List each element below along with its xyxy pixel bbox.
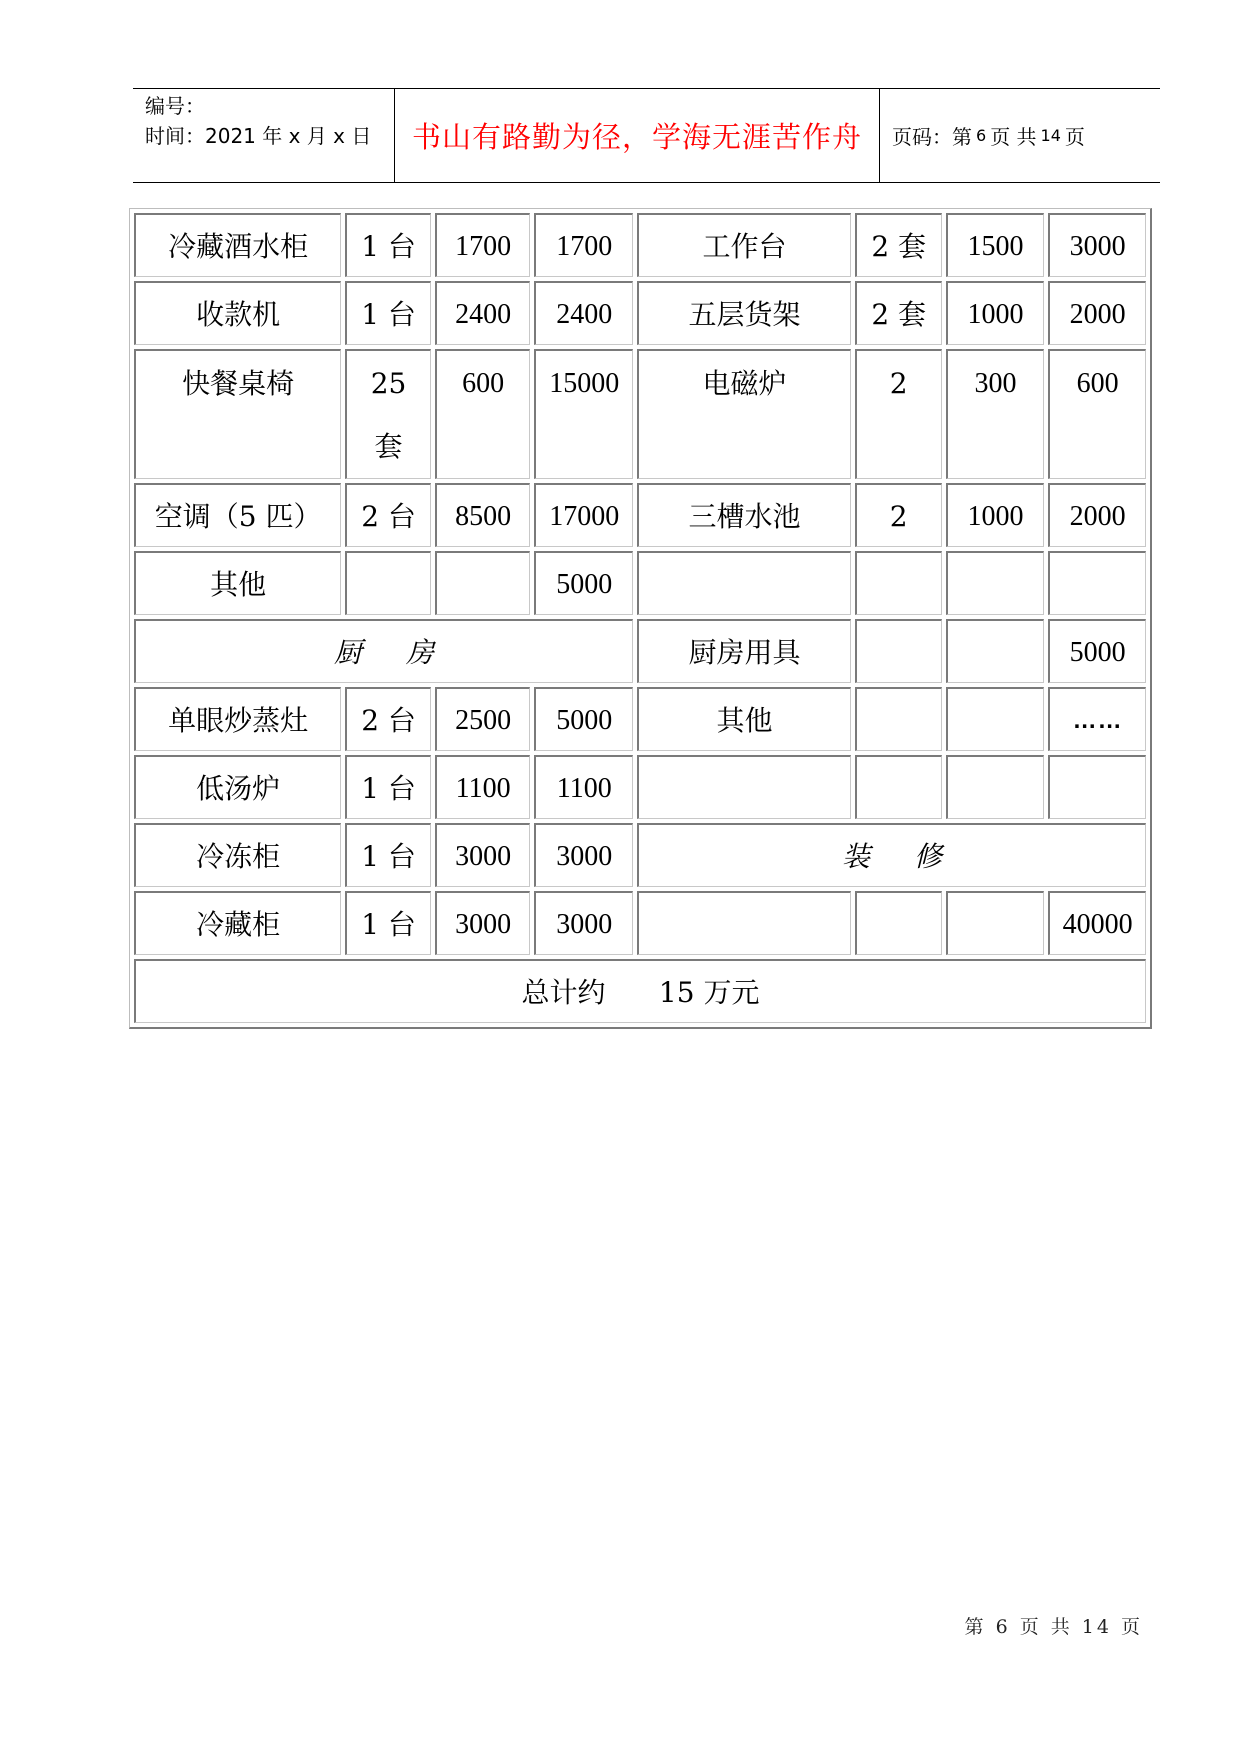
header-page-info [880, 89, 1160, 182]
table-cell: 40000 [1048, 891, 1146, 955]
table-row [134, 619, 1146, 683]
table-cell: 2000 [1048, 281, 1146, 345]
page-number: 6 [976, 126, 987, 145]
table-cell: 1 台 [345, 823, 431, 887]
table-cell: 1700 [435, 213, 530, 277]
table-cell: 5000 [534, 687, 633, 751]
table-row [134, 483, 1146, 547]
table-cell: 厨房用具 [637, 619, 851, 683]
table-cell: 冷藏酒水柜 [134, 213, 341, 277]
table-cell [1048, 755, 1146, 819]
table-cell: 2400 [534, 281, 633, 345]
table-cell: 三槽水池 [637, 483, 851, 547]
page-mid: 页 共 [990, 125, 1037, 149]
table-cell: 2400 [435, 281, 530, 345]
table-cell: 3000 [534, 823, 633, 887]
table-cell: 1500 [946, 213, 1045, 277]
table-cell: 快餐桌椅 [134, 349, 341, 479]
table-cell: 1700 [534, 213, 633, 277]
page-prefix: 页码：第 [892, 125, 972, 149]
table-cell: 2500 [435, 687, 530, 751]
table-row [134, 281, 1146, 345]
table-row [134, 755, 1146, 819]
total-cell: 总计约 15 万元 [134, 959, 1146, 1023]
page-suffix: 页 [1064, 125, 1085, 149]
table-cell [946, 755, 1045, 819]
serial-label: 编号： [145, 94, 205, 118]
table-cell: 五层货架 [637, 281, 851, 345]
table-cell [637, 755, 851, 819]
table-cell: 1 台 [345, 281, 431, 345]
page-header [133, 88, 1160, 183]
table-cell [946, 551, 1045, 615]
table-cell: 25 套 [345, 349, 431, 479]
table-cell: 3000 [435, 891, 530, 955]
table-cell [855, 891, 942, 955]
table-cell: 电磁炉 [637, 349, 851, 479]
table-cell: 1000 [946, 281, 1045, 345]
table-cell [855, 755, 942, 819]
table-cell [855, 551, 942, 615]
table-cell: 1100 [435, 755, 530, 819]
table-cell: 冷冻柜 [134, 823, 341, 887]
table-cell: 其他 [637, 687, 851, 751]
section-header-decoration: 装修 [637, 823, 1146, 887]
table-cell: 1 台 [345, 755, 431, 819]
table-cell: 2 套 [855, 281, 942, 345]
table-cell [946, 619, 1045, 683]
table-row [134, 349, 1146, 479]
table-cell [637, 891, 851, 955]
section-header-kitchen: 厨房 [134, 619, 633, 683]
table-cell [637, 551, 851, 615]
table-cell: 1 台 [345, 213, 431, 277]
table-cell: 300 [946, 349, 1045, 479]
table-cell: …… [1048, 687, 1146, 751]
page-footer: 第 6 页 共 14 页 [964, 1616, 1143, 1638]
table-cell [855, 619, 942, 683]
table-cell: 冷藏柜 [134, 891, 341, 955]
table-cell: 2 [855, 349, 942, 479]
table-cell: 3000 [1048, 213, 1146, 277]
table-cell: 1100 [534, 755, 633, 819]
table-cell: 3000 [534, 891, 633, 955]
table-cell: 空调（5 匹） [134, 483, 341, 547]
date-text: 时间：2021 年 x 月 x 日 [145, 124, 372, 148]
table-cell [345, 551, 431, 615]
table-cell: 600 [435, 349, 530, 479]
table-cell: 5000 [1048, 619, 1146, 683]
table-cell: 8500 [435, 483, 530, 547]
table-cell: 低汤炉 [134, 755, 341, 819]
table-cell: 2 台 [345, 687, 431, 751]
table-cell [435, 551, 530, 615]
budget-table-frame [129, 208, 1152, 1029]
table-cell: 600 [1048, 349, 1146, 479]
table-cell [946, 687, 1045, 751]
header-motto: 书山有路勤为径，学海无涯苦作舟 [395, 89, 880, 182]
table-cell: 2 套 [855, 213, 942, 277]
table-cell: 收款机 [134, 281, 341, 345]
budget-table [130, 209, 1150, 1027]
table-cell: 单眼炒蒸灶 [134, 687, 341, 751]
table-cell: 2 台 [345, 483, 431, 547]
table-row [134, 213, 1146, 277]
table-cell: 2 [855, 483, 942, 547]
table-row [134, 823, 1146, 887]
table-cell [946, 891, 1045, 955]
table-row [134, 959, 1146, 1023]
table-row [134, 687, 1146, 751]
table-cell: 其他 [134, 551, 341, 615]
table-cell: 1000 [946, 483, 1045, 547]
header-meta [133, 89, 395, 182]
table-cell: 3000 [435, 823, 530, 887]
table-cell: 5000 [534, 551, 633, 615]
table-row [134, 551, 1146, 615]
table-cell: 1 台 [345, 891, 431, 955]
table-cell: 17000 [534, 483, 633, 547]
table-row [134, 891, 1146, 955]
page-total: 14 [1040, 126, 1061, 145]
table-cell: 工作台 [637, 213, 851, 277]
table-cell [1048, 551, 1146, 615]
table-cell [855, 687, 942, 751]
table-cell: 2000 [1048, 483, 1146, 547]
table-cell: 15000 [534, 349, 633, 479]
